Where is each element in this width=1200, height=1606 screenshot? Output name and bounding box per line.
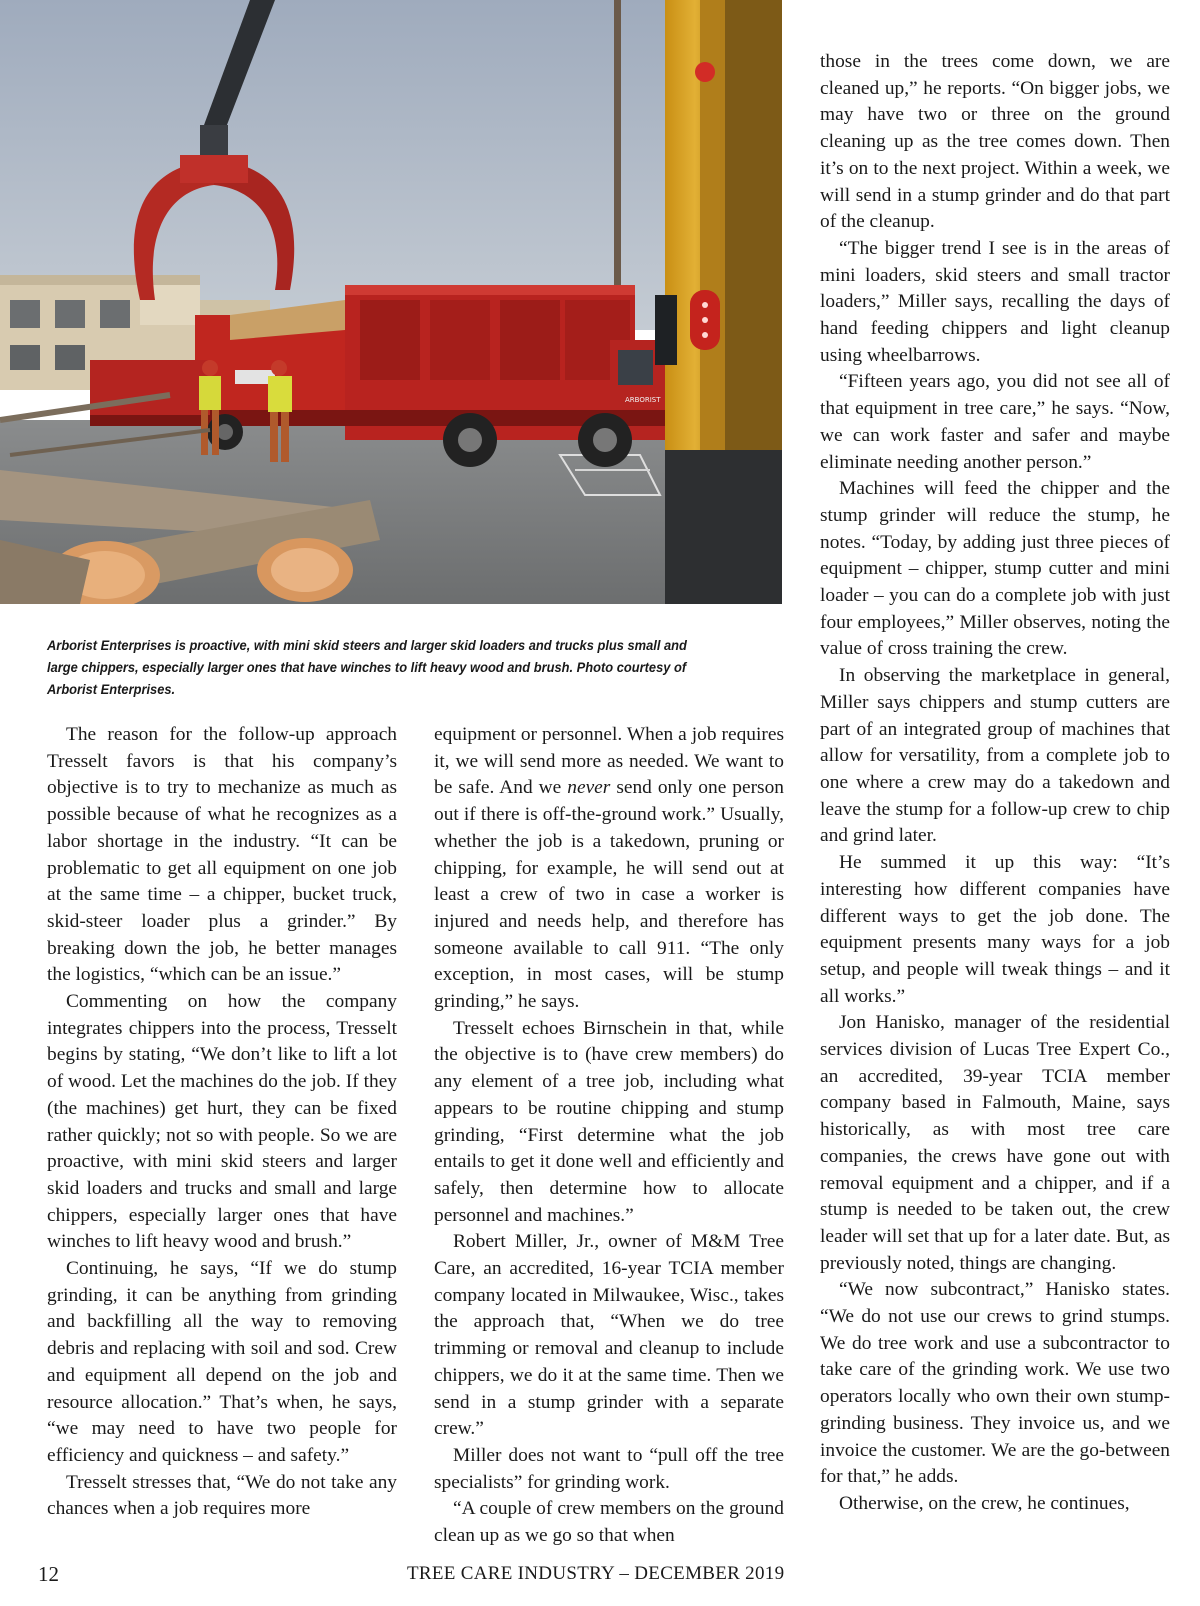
truck-logo-text: ARBORIST (625, 396, 661, 404)
paragraph (434, 722, 784, 1016)
page-footer (0, 1562, 1200, 1592)
emphasis: never (567, 777, 611, 799)
paragraph: “We now subcontract,” Hanisko states. “We do not use our crews to grind stumps. We do tree work and use a subcontractor to take care of the grinding work. We use two operators locally who own their own stump-grinding business. They invoice us, and we invoice the customer. We are the go-between for that,” he adds. (820, 1279, 1170, 1488)
article-column-2 (434, 722, 784, 1550)
yellow-truck (655, 0, 782, 604)
article-column-1 (47, 722, 397, 1523)
article-column-3 (820, 49, 1170, 1518)
paragraph: those in the trees come down, we are cleaned up,” he reports. “On bigger jobs, we may have two or three on the ground cleaning up as the tree comes down. Then it’s on to the next project. Within a week, we will send in a stump grinder and do that part of the cleanup. (820, 51, 1170, 233)
text-run: send only one person out if there is off-the-ground work.” Usually, whether the job is a takedown, pruning or chipping, for example, he will send out at least a crew of two in case a worker is injured and needs help, and therefore has someone available to call 911. “The only exception, in most cases, will be stump grinding,” he says. (434, 777, 784, 1013)
paragraph: “A couple of crew members on the ground clean up as we go so that when (434, 1498, 784, 1547)
paragraph: Robert Miller, Jr., owner of M&M Tree Care, an accredited, 16-year TCIA member company located in Milwaukee, Wisc., takes the approach that, “When we do tree trimming or removal and cleanup to include chippers, we do it at the same time. Then we send in a stump grinder with a separate crew.” (434, 1231, 784, 1440)
paragraph: Miller does not want to “pull off the tree specialists” for grinding work. (434, 1444, 784, 1493)
paragraph: The reason for the follow-up approach Tresselt favors is that his company’s objective is to try to mechanize as much as possible because of what he recognizes as a labor shortage in the industry. “It can be problematic to get all equipment on one job at the same time – a chipper, bucket truck, skid-steer loader plus a grinder.” By breaking down the job, he better manages the logistics, “which can be an issue.” (47, 724, 397, 986)
paragraph: In observing the marketplace in general, Miller says chippers and stump cutters are part of an integrated group of machines that allow for versatility, from a complete job to one where a crew may do a takedown and leave the stump for a follow-up crew to chip and grind later. (820, 665, 1170, 847)
paragraph: Otherwise, on the crew, he continues, (839, 1492, 1130, 1514)
paragraph: He summed it up this way: “It’s interesting how different companies have different ways to get the job done. The equipment presents many ways for a job setup, and people will tweak things – and it all works.” (820, 852, 1170, 1007)
paragraph: Machines will feed the chipper and the stump grinder will reduce the stump, he notes. “Today, by adding just three pieces of equipment – chipper, stump cutter and mini loader – you can do a complete job with just four employees,” Miller observes, noting the value of cross training the crew. (820, 478, 1170, 660)
photo-caption: Arborist Enterprises is proactive, with mini skid steers and larger skid loaders and trucks plus small and large chippers, especially larger ones that have winches to lift heavy wood and brush. Photo courtesy of Arborist Enterprises. (47, 637, 687, 697)
paragraph: Tresselt echoes Birnschein in that, while the objective is to (have crew members) do any element of a tree job, including what appears to be routine chipping and stump grinding, “First determine what the job entails to get it done well and efficiently and safely, then determine how to allocate personnel and machines.” (434, 1017, 784, 1226)
utility-pole (614, 0, 621, 330)
paragraph: Commenting on how the company integrates chippers into the process, Tresselt begins by stating, “We don’t like to lift a lot of wood. Let the machines do the job. If they (the machines) get hurt, they can be fixed rather quickly; not so with people. So we are proactive, with mini skid steers and larger skid loaders and trucks and small and large chippers, especially larger ones that have winches to lift heavy wood and brush.” (47, 991, 397, 1253)
paragraph: Jon Hanisko, manager of the residential services division of Lucas Tree Expert Co., an accredited, 39-year TCIA member company based in Falmouth, Maine, says historically, as with most tree care companies, the crews have gone out with removal equipment and a chipper, and if a stump is needed to be taken out, the crew leader will set that up for a later date. But, as previously noted, things are changing. (820, 1012, 1170, 1274)
article-photo (0, 0, 782, 604)
running-footer-title: TREE CARE INDUSTRY – DECEMBER 2019 (407, 1563, 785, 1584)
paragraph: “Fifteen years ago, you did not see all of that equipment in tree care,” he says. “Now, we can work faster and safer and maybe eliminate needing another person.” (820, 371, 1170, 473)
paragraph: “The bigger trend I see is in the areas of mini loaders, skid steers and small tractor loaders,” Miller says, recalling the days of hand feeding chippers and light cleanup using wheelbarrows. (820, 237, 1170, 366)
text-run: equipment or personnel. When a job requires it, we will send more as needed. We want to be safe. And we (434, 724, 784, 799)
page-number: 12 (38, 1562, 59, 1586)
paragraph: Continuing, he says, “If we do stump grinding, it can be anything from grinding and backfilling all the way to removing debris and replacing with soil and sod. Crew and equipment all depend on the job and resource allocation.” That’s when, he says, “we may need to have two people for efficiency and quickness – and safety.” (47, 1258, 397, 1466)
paragraph: Tresselt stresses that, “We do not take any chances when a job requires more (47, 1471, 397, 1520)
